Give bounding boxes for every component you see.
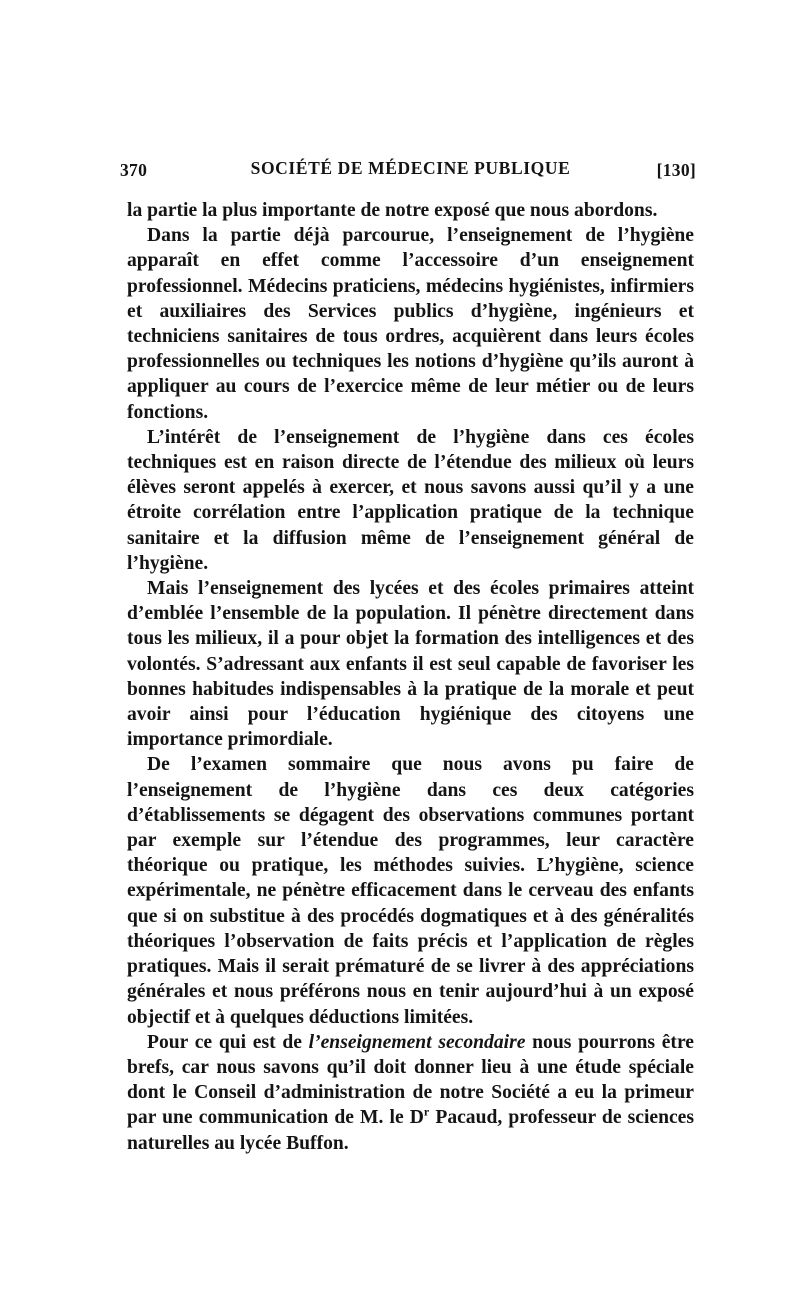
body-text [127,198,694,1156]
running-title: SOCIÉTÉ DE MÉDECINE PUBLIQUE [250,158,571,178]
page-number: 370 [120,160,148,180]
paragraph-text: Pour ce qui est de [147,1031,309,1053]
superscript: r [423,1104,430,1119]
paragraph-primary-schools: Mais l’enseignement des lycées et des écoles primaires atteint d’emblée l’ensemble de la population. Il pénètre directement dans tous les milieux, il a pour objet la formation des intelligences et des volontés. S’adressant aux enfants il est seul capable de favoriser les bonnes habitudes indispensables à la pratique de la morale et peut avoir ainsi pour l’éducation hygiénique des citoyens une importance primordiale. [127,578,694,751]
paragraph-secondary-teaching [127,1030,694,1156]
running-head [120,150,696,180]
paragraph-text: nous pourrons être brefs, car nous savons qu’il doit donner lieu à une étude spéciale dont le Conseil d’administration de notre Société a eu la primeur par une communication de M. le D [127,1031,694,1129]
emphasis-secondary-teaching: l’enseignement secondaire [308,1031,526,1053]
paragraph-observations: De l’examen sommaire que nous avons pu faire de l’enseignement de l’hygiène dans ces deux catégories d’établissements se dégagent des observations communes portant par exemple sur l’étendue des programmes, leur caractère théorique ou pratique, les méthodes suivies. L’hygiène, science expérimentale, ne pénètre efficacement dans le cerveau des enfants que si on substitue à des procédés dogmatiques et à des généralités théoriques l’observation de faits précis et l’application de règles pratiques. Mais il serait prématuré de se livrer à des appréciations générales et nous préférons nous en tenir aujourd’hui à un exposé objectif et à quelques déductions limitées. [127,754,694,1028]
paragraph-professional-teaching: Dans la partie déjà parcourue, l’enseignement de l’hygiène apparaît en effet comme l’accessoire d’un enseignement professionnel. Médecins praticiens, médecins hygiénistes, infirmiers et auxiliaires des Services publics d’hygiène, ingénieurs et techniciens sanitaires de tous ordres, acquièrent dans leurs écoles professionnelles ou techniques les notions d’hygiène qu’ils auront à appliquer au cours de l’exercice même de leur métier ou de leurs fonctions. [127,225,694,423]
paragraph-text: Pacaud, professeur de sciences naturelles au lycée Buffon. [127,1107,694,1154]
paragraph-technical-schools: L’intérêt de l’enseignement de l’hygiène dans ces écoles techniques est en raison directe de l’étendue des milieux où leurs élèves seront appelés à exercer, et nous savons aussi qu’il y a une étroite corrélation entre l’application pratique de la technique sanitaire et la diffusion même de l’enseignement général de l’hygiène. [127,426,694,574]
section-reference: [130] [656,160,696,180]
paragraph-continuation: la partie la plus importante de notre exposé que nous abordons. [127,200,658,221]
book-page [120,150,696,1156]
